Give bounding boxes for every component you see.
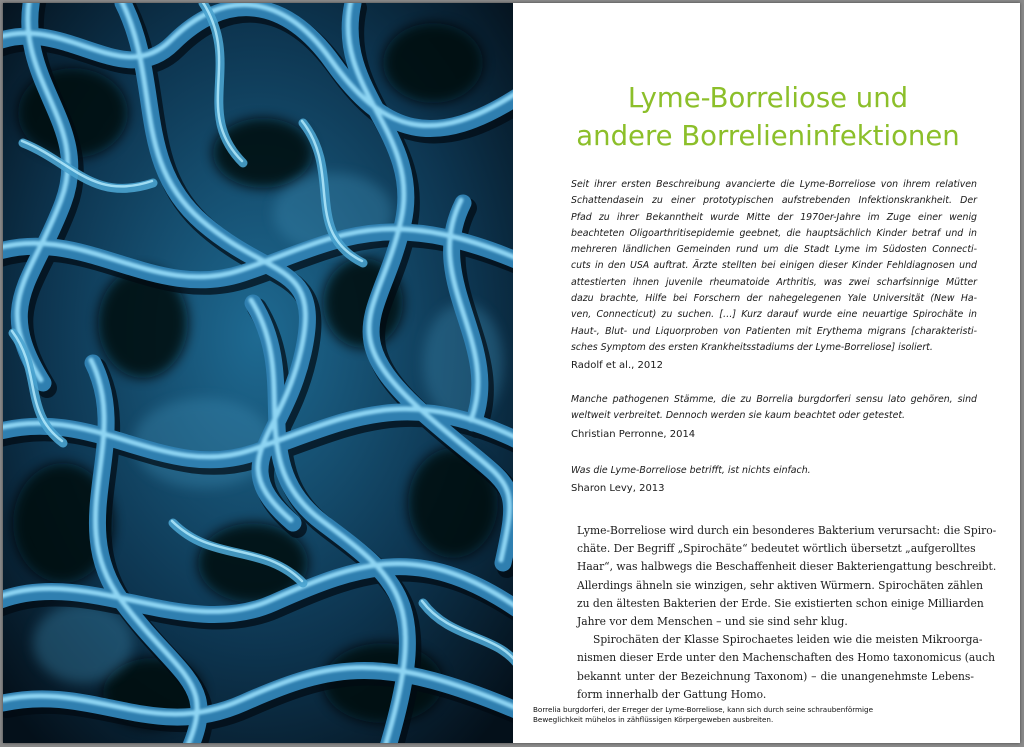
body-line: Spirochäten der Klasse Spirochaetes leiden wie die meisten Mikroorga-	[593, 633, 983, 647]
body-line: chäte. Der Begriff „Spirochäte“ bedeutet wörtlich übersetzt „aufgerolltes	[577, 542, 976, 556]
body-line: zu den ältesten Bakterien der Erde. Sie existierten schon einige Milliarden	[577, 596, 984, 610]
quote-line: sches Symptom des ersten Krankheitsstadiums der Lyme-Borreliose] isoliert.	[571, 341, 933, 353]
body-line: Jahre vor dem Menschen – und sie sind sehr klug.	[577, 615, 848, 629]
body-line: bekannt unter der Bezeichnung Taxonom) – die unangenehmste Lebens-	[577, 669, 974, 683]
quote-line: Haut-, Blut- und Liquorproben von Patienten mit Erythema migrans [charakteristi-	[571, 325, 977, 337]
quote-line: Schattendasein zu einer prototypischen aufstrebenden Infektionskrankheit. Der	[571, 195, 977, 207]
image-caption	[533, 705, 893, 725]
epigraph-quote	[571, 177, 977, 375]
quote-line: beachteten Oligoarthritisepidemie geebnet, die hauptsächlich Kinder betraf und in	[571, 227, 977, 239]
quote-line: cuts in den USA auftrat. Ärzte stellten bei einigen dieser Kinder Fehldiagnosen und	[571, 260, 977, 272]
body-line: Haar“, was halbwegs die Beschaffenheit dieser Bakteriengattung beschreibt.	[577, 560, 997, 574]
quote-line: attestierten ihnen juvenile rheumatoide Arthritis, was zwei scharfsinnige Mütter	[571, 276, 977, 288]
spirochete-image	[3, 3, 513, 743]
book-spread	[3, 3, 1020, 743]
epigraph-quote	[571, 392, 977, 443]
quote-source: Sharon Levy, 2013	[571, 483, 665, 495]
body-line: form innerhalb der Gattung Homo.	[577, 687, 767, 701]
quote-line: Pfad zu ihrer Bekanntheit wurde Mitte der 1970er-Jahre im Zuge einer wenig	[571, 211, 977, 223]
chapter-title	[563, 79, 973, 155]
chapter-title-line: Lyme-Borreliose und	[627, 82, 909, 114]
body-text	[577, 522, 997, 704]
body-line: Allerdings ähneln sie winzigen, sehr aktiven Würmern. Spirochäten zählen	[577, 578, 983, 592]
quote-line: Seit ihrer ersten Beschreibung avancierte die Lyme-Borreliose von ihrem relativen	[571, 179, 977, 190]
caption-line: Borrelia burgdorferi, der Erreger der Lyme-Borreliose, kann sich durch seine schraubenförmige	[533, 705, 874, 714]
spirochete-micrograph	[3, 3, 513, 743]
epigraph-quote	[571, 463, 977, 498]
body-line: Lyme-Borreliose wird durch ein besonderes Bakterium verursacht: die Spiro-	[577, 524, 997, 537]
quote-line: ven, Connecticut) zu suchen. […] Kurz darauf wurde eine neuartige Spirochäte in	[571, 309, 977, 321]
quote-line: dazu brachte, Hilfe bei Forschern der nahegelegenen Yale Universität (New Ha-	[571, 293, 977, 305]
quote-source: Radolf et al., 2012	[571, 360, 663, 372]
body-line: nismen dieser Erde unter den Machenschaften des Homo taxonomicus (auch	[577, 651, 996, 665]
quote-source: Christian Perronne, 2014	[571, 428, 696, 440]
caption-line: Beweglichkeit mühelos in zähflüssigen Körpergeweben ausbreiten.	[533, 715, 774, 724]
quote-line: weltweit verbreitet. Dennoch werden sie kaum beachtet oder getestet.	[571, 410, 906, 422]
quote-line: Was die Lyme-Borreliose betrifft, ist nichts einfach.	[571, 465, 811, 476]
quote-line: Manche pathogenen Stämme, die zu Borrelia burgdorferi sensu lato gehören, sind	[571, 394, 977, 405]
chapter-title-line: andere Borrelieninfektionen	[576, 120, 960, 152]
quote-line: mehreren ländlichen Gemeinden rund um die Stadt Lyme im Südosten Connecti-	[571, 244, 977, 256]
